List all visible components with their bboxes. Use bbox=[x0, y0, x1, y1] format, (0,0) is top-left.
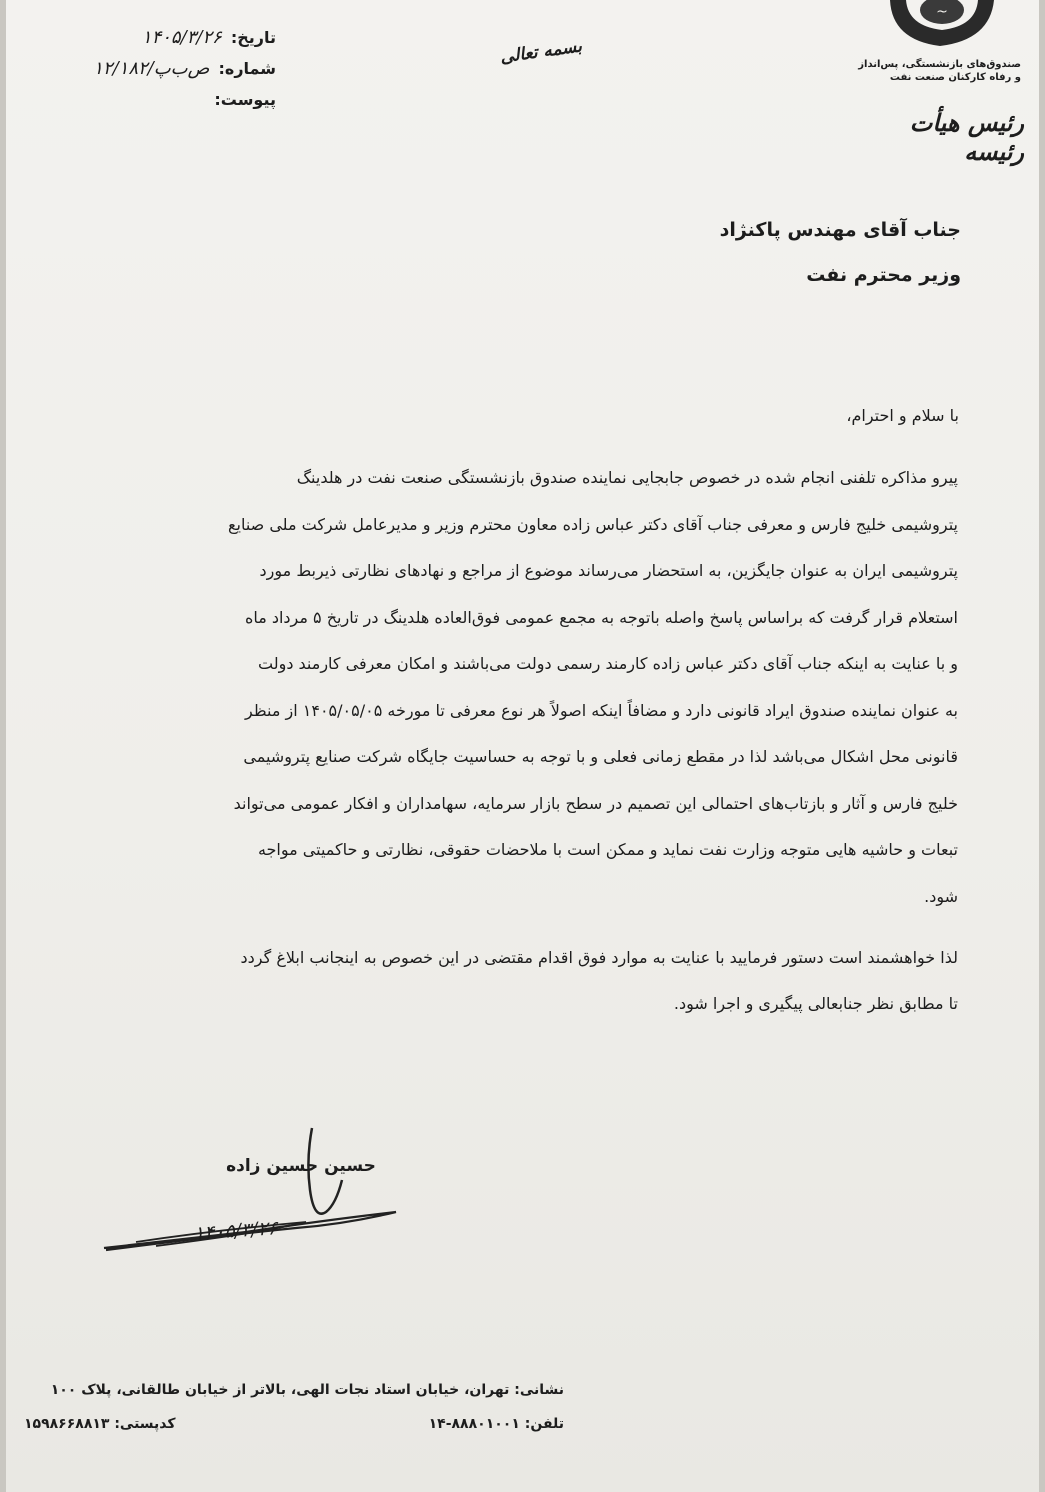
organization-line-1: صندوق‌های بازنشستگی، پس‌انداز bbox=[858, 59, 1021, 70]
date-value: ۱۴۰۵/۳/۲۶ bbox=[141, 27, 222, 48]
handwritten-date: ۱۴۰۵/۳/۲۶ bbox=[193, 1217, 279, 1245]
body-line: و با عنایت به اینکه جناب آقای دکتر عباس زاده کارمند رسمی دولت می‌باشند و امکان معرفی کارمند دولت bbox=[258, 654, 958, 673]
addressee-name: جناب آقای مهندس پاکنژاد bbox=[719, 219, 961, 241]
organization-name bbox=[836, 58, 1021, 84]
body-line: شود. bbox=[924, 886, 958, 906]
body-line: پتروشیمی خلیج فارس و معرفی جناب آقای دکتر عباس زاده معاون محترم وزیر و مدیرعامل شرکت ملی صنایع bbox=[227, 514, 958, 534]
addressee-position: وزیر محترم نفت bbox=[806, 264, 961, 286]
greeting: با سلام و احترام، bbox=[846, 406, 959, 425]
attachment-row bbox=[76, 84, 276, 115]
postal-label: کدپستی: bbox=[114, 1416, 176, 1432]
signer-name: حسین حسین زاده bbox=[226, 1156, 376, 1176]
letter-meta bbox=[76, 22, 276, 115]
footer-address-row bbox=[24, 1373, 564, 1407]
footer-contact-row bbox=[24, 1407, 564, 1441]
attachment-label: پیوست: bbox=[214, 90, 276, 109]
scan-edge-right bbox=[1039, 0, 1045, 1492]
body-line: تبعات و حاشیه هایی متوجه وزارت نفت نماید و ممکن است با ملاحضات حقوقی، نظارتی و حاکمیتی مواجه bbox=[257, 840, 958, 859]
letter-body bbox=[114, 455, 958, 920]
organization-line-2: و رفاه کارکنان صنعت نفت bbox=[889, 72, 1021, 83]
body-line: خلیج فارس و آثار و بازتاب‌های احتمالی این تصمیم در سطح بازار سرمایه، سهامداران و افکار عمومی می‌تواند bbox=[233, 793, 958, 813]
addressee bbox=[720, 208, 961, 298]
letter-footer bbox=[24, 1373, 564, 1441]
address-label: نشانی: bbox=[514, 1382, 564, 1398]
letter-closing bbox=[114, 935, 958, 1027]
closing-line: تا مطابق نظر جنابعالی پیگیری و اجرا شود. bbox=[673, 994, 958, 1013]
body-line: قانونی محل اشکال می‌باشد لذا در مقطع زمانی فعلی و با توجه به حساسیت جایگاه شرکت صنایع پتروشیمی bbox=[243, 747, 958, 766]
number-label: شماره: bbox=[218, 59, 276, 78]
phone-value: ۸۸۸۰۱۰۰۱-۱۴ bbox=[428, 1416, 520, 1432]
date-row bbox=[76, 22, 276, 53]
phone-label: تلفن: bbox=[524, 1416, 564, 1432]
closing-line: لذا خواهشمند است دستور فرمایید با عنایت به موارد فوق اقدام مقتضی در این خصوص به اینجانب ابلاغ گردد bbox=[240, 948, 958, 967]
number-row bbox=[76, 53, 276, 84]
body-line: به عنوان نماینده صندوق ایراد قانونی دارد و مضافاً اینکه اصولاً هر نوع معرفی تا مورخه ۱۴۰۵/۰۵/۰۵ از منظر bbox=[245, 700, 958, 720]
number-value: ص‌ب‌پ/۱۲/۱۸۲ bbox=[93, 58, 210, 79]
signature-scribble-icon bbox=[96, 1120, 416, 1280]
body-line: استعلام قرار گرفت که براساس پاسخ واصله باتوجه به مجمع عمومی فوق‌العاده هلدینگ در تاریخ ۵ مرداد ماه bbox=[244, 607, 958, 627]
bismillah: بسمه تعالی bbox=[498, 36, 584, 68]
organization-logo-icon bbox=[878, 0, 1008, 60]
body-line: پتروشیمی ایران به عنوان جایگزین، به استحضار می‌رساند موضوع از مراجع و نهادهای نظارتی ذیربط مورد bbox=[259, 561, 958, 580]
address-value: تهران، خیابان استاد نجات الهی، بالاتر از خیابان طالقانی، پلاک ۱۰۰ bbox=[50, 1382, 510, 1398]
letter-page bbox=[6, 0, 1039, 1492]
postal-block bbox=[24, 1407, 176, 1441]
svg-text:~: ~ bbox=[936, 4, 948, 20]
body-line: پیرو مذاکره تلفنی انجام شده در خصوص جابجایی نماینده صندوق بازنشستگی صنعت نفت در هلدینگ bbox=[296, 468, 958, 487]
office-title: رئیس هیأت رئیسه bbox=[909, 108, 1024, 166]
date-label: تاریخ: bbox=[230, 28, 276, 47]
phone-block bbox=[429, 1407, 564, 1441]
postal-value: ۱۵۹۸۶۶۸۸۱۳ bbox=[24, 1416, 110, 1432]
